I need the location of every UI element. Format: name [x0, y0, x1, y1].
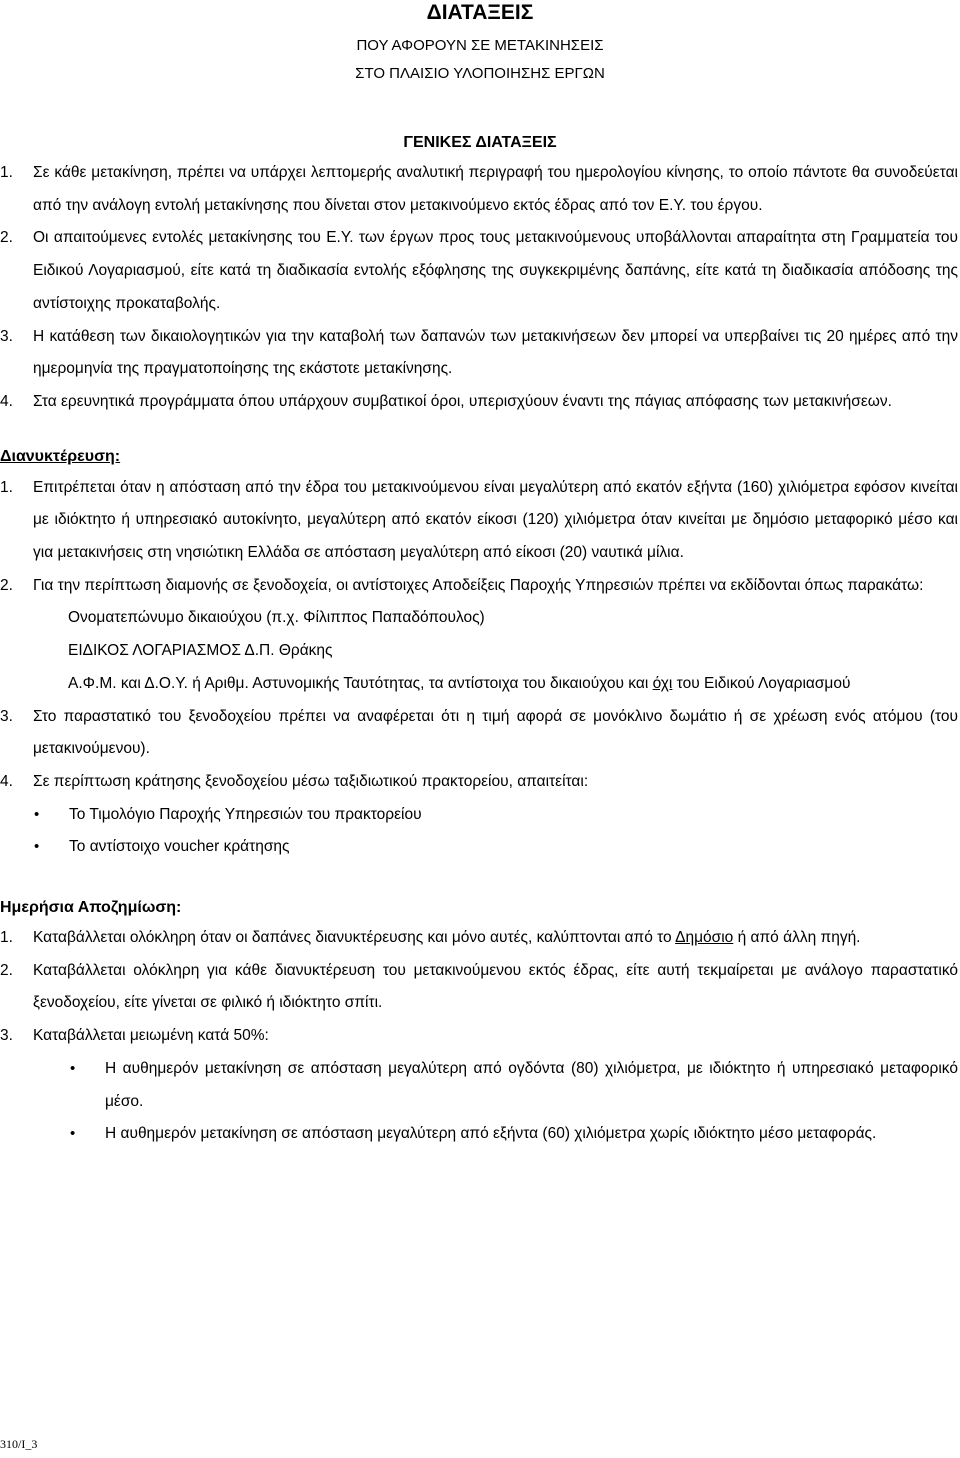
bullet-item: • Η αυθημερόν μετακίνηση σε απόσταση μεγαλύτερη από εξήντα (60) χιλιόμετρα χωρίς ιδιόκτητο μέσο μεταφοράς. — [0, 1118, 960, 1151]
receipt-line-name: Ονοματεπώνυμο δικαιούχου (π.χ. Φίλιππος Παπαδόπουλος) — [68, 609, 485, 627]
list-item: 1. Επιτρέπεται όταν η απόσταση από την έδρα του μετακινούμενου είναι μεγαλύτερη από εκατόν εξήντα (160) χιλιόμετρα εφόσον κινείται με ιδιόκτητο ή υπηρεσιακό αυτοκίνητο, μεγαλύτερη από εκατόν είκοσι (120) χιλιόμετρα όταν κινείται με δημόσιο μεταφορικό μέσο και για μετακινήσεις στη νησιώτικη Ελλάδα σε απόσταση μεγαλύτερη από είκοσι (20) ναυτικά μίλια. — [0, 478, 958, 562]
list-item: 2. Για την περίπτωση διαμονής σε ξενοδοχεία, οι αντίστοιχες Αποδείξεις Παροχής Υπηρεσιών πρέπει να εκδίδονται όπως παρακάτω: — [0, 576, 924, 594]
list-item: 1. Καταβάλλεται ολόκληρη όταν οι δαπάνες διανυκτέρευσης και μόνο αυτές, καλύπτονται από το Δημόσιο ή από άλλη πηγή. — [0, 929, 861, 947]
daily-allowance-list — [0, 922, 960, 1151]
list-item: 3. Καταβάλλεται μειωμένη κατά 50%: — [0, 1027, 269, 1045]
list-item: 4. Στα ερευνητικά προγράμματα όπου υπάρχουν συμβατικοί όροι, υπερισχύουν έναντι της πάγιας απόφασης των μετακινήσεων. — [0, 392, 892, 410]
receipt-line-account: ΕΙΔΙΚΟΣ ΛΟΓΑΡΙΑΣΜΟΣ Δ.Π. Θράκης — [68, 642, 333, 660]
agency-documents-list — [0, 799, 960, 864]
list-item: 2. Οι απαιτούμενες εντολές μετακίνησης του Ε.Υ. των έργων προς τους μετακινούμενους υποβάλλονται απαραίτητα στη Γραμματεία του Ειδικού Λογαριασμού, είτε κατά τη διαδικασία εντολής εξόφλησης της συγκεκριμένης δαπάνης, είτε κατά τη διαδικασία απόδοσης της αντίστοιχης προκαταβολής. — [0, 229, 958, 312]
document-subtitle-2: ΣΤΟ ΠΛΑΙΣΙΟ ΥΛΟΠΟΙΗΣΗΣ ΕΡΓΩΝ — [355, 65, 605, 82]
page-footer-code: 310/Ι_3 — [0, 1437, 38, 1451]
document-title: ΔΙΑΤΑΞΕΙΣ — [426, 1, 534, 24]
overnight-stay-list — [0, 472, 960, 864]
list-item: 3. Η κατάθεση των δικαιολογητικών για την καταβολή των δαπανών των μετακινήσεων δεν μπορεί να υπερβαίνει τις 20 ημέρες από την ημερομηνία της πραγματοποίησης της εκάστοτε μετακίνησης. — [0, 327, 958, 378]
overnight-stay-heading: Διανυκτέρευση: — [0, 447, 121, 465]
list-item: 2. Καταβάλλεται ολόκληρη για κάθε διανυκτέρευση του μετακινούμενου εκτός έδρας, είτε αυτή τεκμαίρεται με ανάλογο παραστατικό ξενοδοχείου, είτε γίνεται σε φιλικό ή ιδιόκτητο σπίτι. — [0, 961, 958, 1012]
reduced-allowance-list — [0, 1053, 960, 1151]
bullet-item: • Το Τιμολόγιο Παροχής Υπηρεσιών του πρακτορείου — [0, 799, 960, 832]
list-item: 1. Σε κάθε μετακίνηση, πρέπει να υπάρχει λεπτομερής αναλυτική περιγραφή του ημερολογίου κίνησης, το οποίο πάντοτε θα συνοδεύεται από την ανάλογη εντολή μετακίνησης που δίνεται στον μετακινούμενο εκτός έδρας από τον Ε.Υ. του έργου. — [0, 164, 958, 214]
bullet-item: • Το αντίστοιχο voucher κράτησης — [0, 831, 960, 864]
document-subtitle-1: ΠΟΥ ΑΦΟΡΟΥΝ ΣΕ ΜΕΤΑΚΙΝΗΣΕΙΣ — [356, 37, 604, 54]
receipt-line-taxid: Α.Φ.Μ. και Δ.Ο.Υ. ή Αριθμ. Αστυνομικής Ταυτότητας, τα αντίστοιχα του δικαιούχου και όχι του Ειδικού Λογαριασμού — [68, 674, 851, 692]
daily-allowance-heading: Ημερήσια Αποζημίωση: — [0, 899, 182, 917]
bullet-item: • Η αυθημερόν μετακίνηση σε απόσταση μεγαλύτερη από ογδόντα (80) χιλιόμετρα, με ιδιόκτητο ή υπηρεσιακό μεταφορικό μέσο. — [0, 1053, 960, 1118]
list-item: 3. Στο παραστατικό του ξενοδοχείου πρέπει να αναφέρεται ότι η τιμή αφορά σε μονόκλινο δωμάτιο ή σε χρέωση ενός ατόμου (του μετακινούμενου). — [0, 707, 958, 758]
general-provisions-heading: ΓΕΝΙΚΕΣ ΔΙΑΤΑΞΕΙΣ — [403, 134, 557, 151]
general-provisions-list — [0, 157, 960, 419]
list-item: 4. Σε περίπτωση κράτησης ξενοδοχείου μέσω ταξιδιωτικού πρακτορείου, απαιτείται: — [0, 772, 589, 790]
